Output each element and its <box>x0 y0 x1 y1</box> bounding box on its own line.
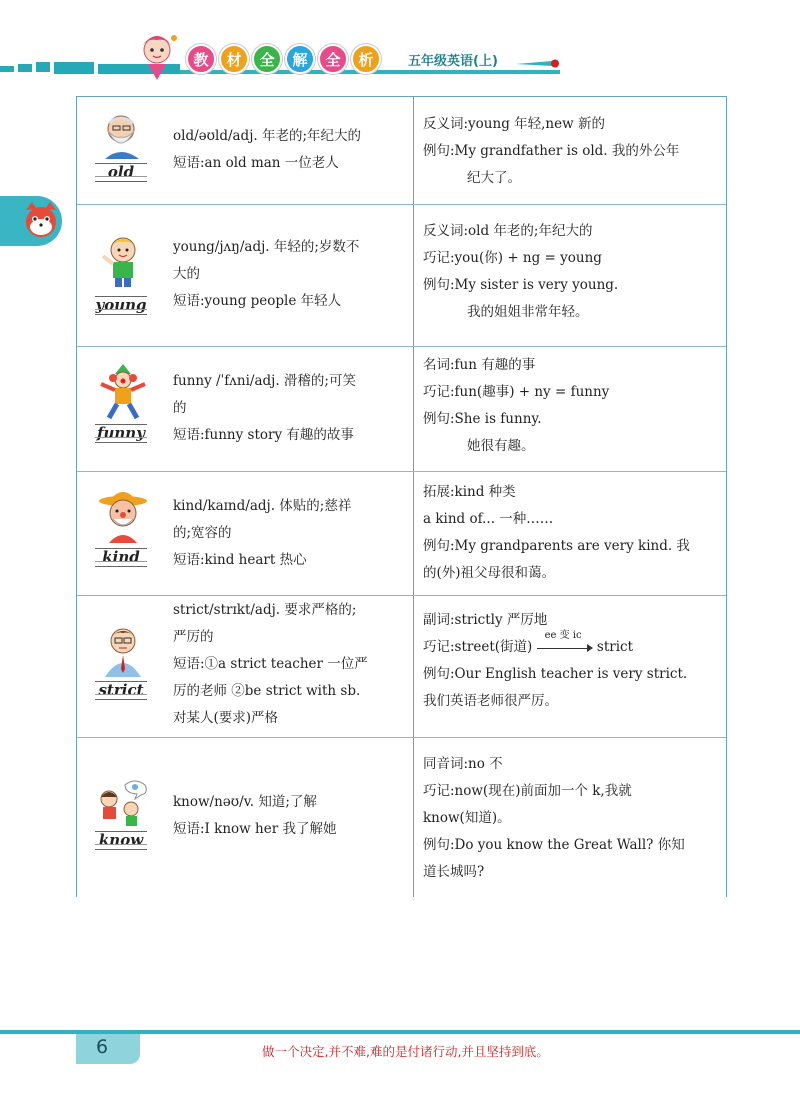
note-line: 例句:Do you know the Great Wall? 你知 <box>423 837 685 853</box>
note-line: 同音词:no 不 <box>423 756 503 772</box>
phrase-line: 短语:①a strict teacher 一位严 <box>173 656 368 672</box>
title-char: 解 <box>285 44 315 74</box>
phrase-line: 短语:I know her 我了解她 <box>173 821 337 837</box>
definition-line: 严厉的 <box>173 629 214 645</box>
title-char: 全 <box>252 44 282 74</box>
vocabulary-table <box>76 96 727 897</box>
phrase-line: 短语:young people 年轻人 <box>173 293 342 309</box>
word-notes <box>423 607 721 715</box>
note-line: 纪大了。 <box>467 170 521 186</box>
word-label: young <box>95 296 147 314</box>
title-char: 析 <box>351 44 381 74</box>
definition-line: 的;宽容的 <box>173 525 232 541</box>
definition-line: 大的 <box>173 266 200 282</box>
table-row <box>77 595 726 738</box>
table-row <box>77 346 726 472</box>
series-title <box>186 44 381 74</box>
clown-icon <box>95 364 151 422</box>
word-notes <box>423 751 721 886</box>
note-line: a kind of... 一种…… <box>423 511 554 527</box>
page-header <box>0 0 800 95</box>
table-row <box>77 471 726 596</box>
note-line: 她很有趣。 <box>467 438 535 454</box>
footer-motto: 做一个决定,并不难,难的是付诸行动,并且坚持到底。 <box>262 1044 549 1059</box>
note-line <box>423 629 721 661</box>
note-line: 拓展:kind 种类 <box>423 484 516 500</box>
note-line: 巧记:you(你) + ng = young <box>423 250 602 266</box>
kind-grandpa-icon <box>95 487 151 543</box>
word-label: funny <box>95 424 147 443</box>
note-line: 例句:She is funny. <box>423 411 542 427</box>
note-line: 巧记:fun(趣事) + ny = funny <box>423 384 610 400</box>
strict-teacher-icon <box>95 625 151 677</box>
arrow-label: ee 变 ic <box>544 629 582 641</box>
definition-line: young/jʌŋ/adj. 年轻的;岁数不 <box>173 239 360 255</box>
table-row <box>77 204 726 347</box>
note-line: 副词:strictly 严厉地 <box>423 612 548 628</box>
note-text: strict <box>596 639 634 655</box>
note-line: 反义词:old 年老的;年纪大的 <box>423 223 593 239</box>
page-number: 6 <box>96 1036 109 1058</box>
young-boy-icon <box>95 232 151 288</box>
note-line: 例句:My grandfather is old. 我的外公年 <box>423 143 680 159</box>
title-char: 材 <box>219 44 249 74</box>
word-notes <box>423 479 721 587</box>
know-kids-icon <box>95 777 151 827</box>
definition-line: 的 <box>173 400 187 416</box>
fox-mascot-icon <box>20 200 62 242</box>
side-tab <box>0 196 62 246</box>
note-line: 名词:fun 有趣的事 <box>423 357 536 373</box>
table-row <box>77 737 726 897</box>
phrase-line: 厉的老师 ②be strict with sb. <box>173 683 361 699</box>
definition-line: strict/strɪkt/adj. 要求严格的; <box>173 602 357 618</box>
note-line: 我们英语老师很严厉。 <box>423 693 558 709</box>
word-label: kind <box>95 548 147 567</box>
note-line: 例句:My grandparents are very kind. 我 <box>423 538 690 554</box>
pencil-icon <box>516 58 560 68</box>
phrase-line: 短语:an old man 一位老人 <box>173 155 339 171</box>
word-notes <box>423 218 721 326</box>
note-text: 巧记:street(街道) <box>423 639 533 655</box>
title-char: 全 <box>318 44 348 74</box>
note-line: 的(外)祖父母很和蔼。 <box>423 565 556 581</box>
note-line: 道长城吗? <box>423 864 485 880</box>
definition-line: kind/kaɪnd/adj. 体贴的;慈祥 <box>173 498 352 514</box>
note-line: know(知道)。 <box>423 810 511 826</box>
phrase-line: 短语:funny story 有趣的故事 <box>173 427 354 443</box>
girl-mascot-icon <box>130 28 184 82</box>
definition-line: old/əʊld/adj. 年老的;年纪大的 <box>173 128 362 144</box>
word-definition <box>173 493 407 574</box>
title-char: 教 <box>186 44 216 74</box>
word-definition <box>173 123 407 177</box>
word-definition <box>173 368 407 449</box>
arrow-icon <box>537 629 593 653</box>
phrase-line: 对某人(要求)严格 <box>173 710 279 726</box>
word-definition <box>173 789 407 843</box>
word-notes <box>423 111 721 192</box>
note-line: 例句:My sister is very young. <box>423 277 619 293</box>
definition-line: know/nəʊ/v. 知道;了解 <box>173 794 317 810</box>
word-label: know <box>95 831 147 850</box>
table-row <box>77 97 726 205</box>
note-line: 我的姐姐非常年轻。 <box>467 304 589 320</box>
word-definition <box>173 597 407 732</box>
note-line: 反义词:young 年轻,new 新的 <box>423 116 605 132</box>
word-notes <box>423 352 721 460</box>
note-line: 巧记:now(现在)前面加一个 k,我就 <box>423 783 632 799</box>
word-label: old <box>95 163 147 182</box>
old-man-icon <box>95 109 151 159</box>
book-subtitle: 五年级英语(上) <box>408 54 498 69</box>
definition-line: funny /ˈfʌni/adj. 滑稽的;可笑 <box>173 373 356 389</box>
note-line: 例句:Our English teacher is very strict. <box>423 666 688 682</box>
phrase-line: 短语:kind heart 热心 <box>173 552 307 568</box>
word-label: strict <box>95 681 147 700</box>
word-definition <box>173 234 407 315</box>
